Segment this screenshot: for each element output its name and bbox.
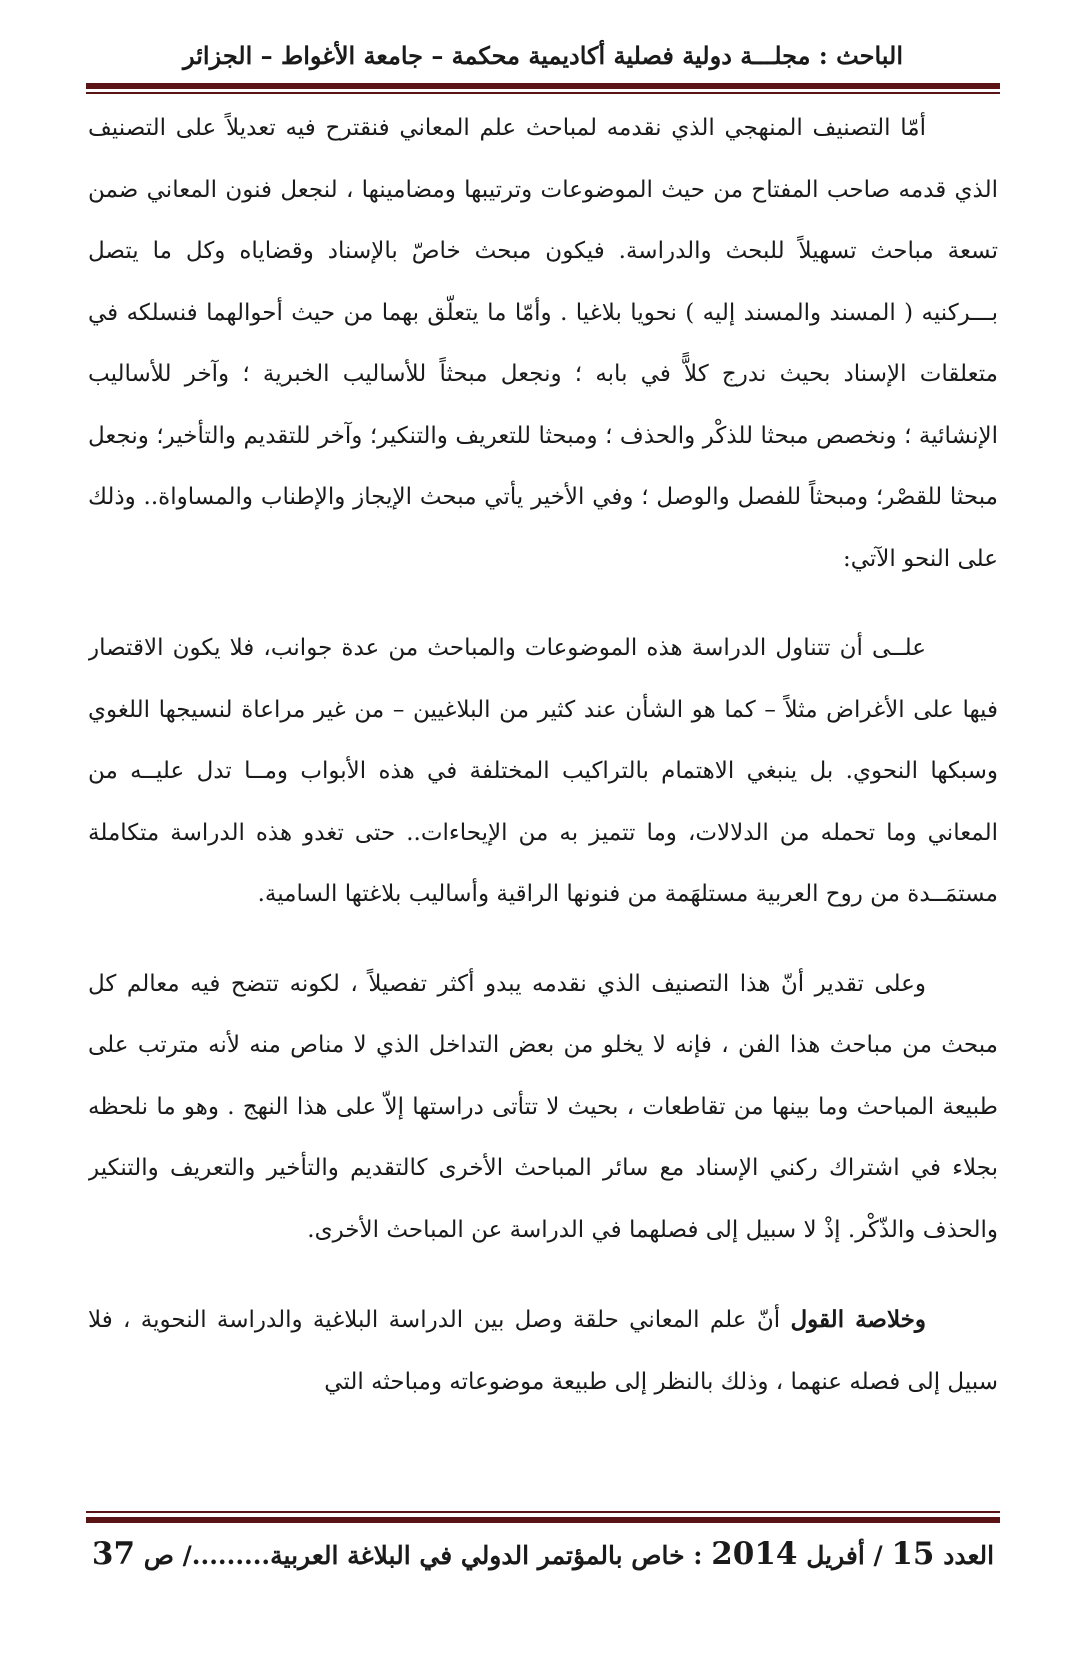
header-rule-thin	[86, 92, 1000, 94]
issue-label: العدد	[943, 1541, 995, 1570]
article-body	[88, 98, 998, 1480]
issue-year: 2014	[711, 1536, 798, 1572]
conclusion-text: أنّ علم المعاني حلقة وصل بين الدراسة البلاغية والدراسة النحوية ، فلا سبيل إلى فصله عنهما ، وذلك بالنظر إلى طبيعة موضوعاته ومباحثه التي	[88, 1307, 998, 1395]
journal-header: الباحث : مجلـــة دولية فصلية أكاديمية محكمة – جامعة الأغواط – الجزائر	[182, 41, 904, 70]
paragraph-gap	[88, 926, 998, 954]
issue-month: أفريل	[806, 1541, 865, 1570]
footer-rule-thick	[86, 1517, 1000, 1523]
conclusion-lead: وخلاصة القول	[790, 1306, 927, 1333]
special-issue-note: : خاص بالمؤتمر الدولي في البلاغة العربية.........	[191, 1541, 703, 1570]
header-rule-thick	[86, 83, 1000, 89]
paragraph-classification: أمّا التصنيف المنهجي الذي نقدمه لمباحث علم المعاني فنقترح فيه تعديلاً على التصنيف الذي قدمه صاحب المفتاح من حيث الموضوعات وترتيبها ومضامينها ، لنجعل فنون المعاني ضمن تسعة مباحث تسهيلاً للبحث والدراسة. فيكون مبحث خاصّ بالإسناد وقضاياه وكل ما يتصل بـــركنيه ( المسند والمسند إليه ) نحويا بلاغيا . وأمّا ما يتعلّق بهما من حيث أحوالهما فنسلكه في متعلقات الإسناد بحيث ندرج كلاًّ في بابه ؛ ونجعل مبحثاً للأساليب الخبرية ؛ وآخر للأساليب الإنشائية ؛ ونخصص مبحثا للذكْر والحذف ؛ ومبحثا للتعريف والتنكير؛ وآخر للتقديم والتأخير؛ ونجعل مبحثا للقصْر؛ ومبحثاً للفصل والوصل ؛ وفي الأخير يأتي مبحث الإيجاز والإطناب والمساواة.. وذلك على النحو الآتي:	[88, 115, 998, 572]
footer-rule-thin	[86, 1511, 1000, 1513]
page-number: 37	[91, 1536, 136, 1572]
paragraph-study-aspects: علــى أن تتناول الدراسة هذه الموضوعات والمباحث من عدة جوانب، فلا يكون الاقتصار فيها على الأغراض مثلاً – كما هو الشأن عند كثير من البلاغيين – من غير مراعاة لنسيجها اللغوي وسبكها النحوي. بل ينبغي الاهتمام بالتراكيب المختلفة في هذه الأبواب ومــا تدل عليــه من المعاني وما تحمله من الدلالات، وما تتميز به من الإيحاءات.. حتى تغدو هذه الدراسة متكاملة مستمَــدة من روح العربية مستلهَمة من فنونها الراقية وأساليب بلاغتها السامية.	[88, 635, 998, 907]
paragraph-gap	[88, 590, 998, 618]
page-footer	[88, 1534, 998, 1576]
footer-separator: /	[873, 1541, 883, 1570]
paragraph-overlap: وعلى تقدير أنّ هذا التصنيف الذي نقدمه يبدو أكثر تفصيلاً ، لكونه تتضح فيه معالم كل مبحث من مباحث هذا الفن ، فإنه لا يخلو من بعض التداخل الذي لا مناص منه لأنه مترتب على طبيعة المباحث وما بينها من تقاطعات ، بحيث لا تتأتى دراستها إلاّ على هذا النهج . وهو ما نلحظه بجلاء في اشتراك ركني الإسناد مع سائر المباحث الأخرى كالتقديم والتأخير والتعريف والتنكير والحذف والذّكْر. إذْ لا سبيل إلى فصلهما في الدراسة عن المباحث الأخرى.	[88, 970, 998, 1243]
paragraph-gap	[88, 1261, 998, 1289]
issue-number: 15	[891, 1536, 935, 1572]
paragraph-conclusion	[88, 1289, 998, 1413]
page-label: / ص	[143, 1541, 192, 1570]
